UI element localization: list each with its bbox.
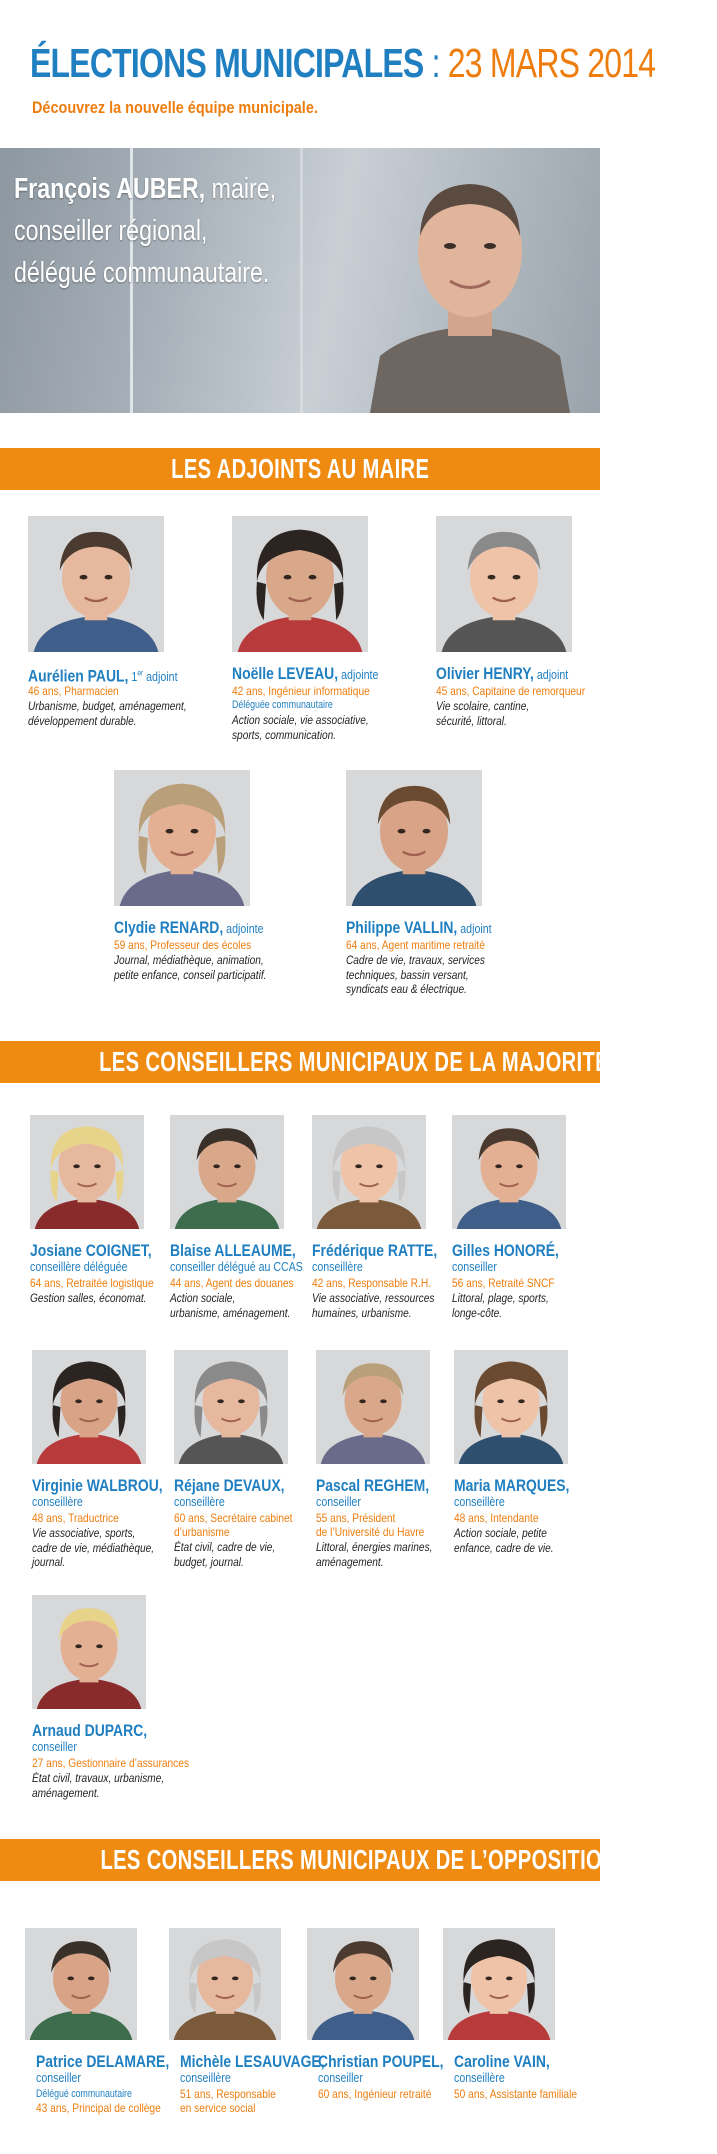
person-delegations (114, 954, 266, 983)
person-name-text: Josiane COIGNET, (30, 1241, 152, 1260)
person-age-job: 44 ans, Agent des douanes (170, 1276, 294, 1290)
delegation-line: aménagement. (316, 1556, 384, 1569)
delegation-line: Journal, médiathèque, animation, (114, 955, 264, 967)
person-name (32, 1721, 147, 1740)
portrait-photo (28, 516, 164, 652)
portrait-photo (454, 1928, 544, 2040)
person-role: conseiller (318, 2071, 363, 2085)
person-age-job: 27 ans, Gestionnaire d’assurances (32, 1756, 190, 1770)
person-role: conseillère (454, 1495, 505, 1509)
person-name (36, 2052, 169, 2071)
person-delegations (452, 1292, 549, 1321)
person-name-text: Arnaud DUPARC, (32, 1721, 148, 1740)
person-age-job: 43 ans, Principal de collège (36, 2101, 161, 2115)
delegation-line: urbanisme, aménagement. (170, 1307, 291, 1320)
role-suffix: adjoint (143, 669, 178, 685)
person-age-job: 51 ans, Responsable (180, 2087, 276, 2101)
person-name-text: Noëlle LEVEAU, (232, 664, 339, 683)
delegation-line: journal. (32, 1557, 66, 1569)
mayor-role-line2: conseiller régional, (14, 215, 208, 247)
person-role: conseillère (454, 2071, 505, 2085)
person-role (457, 921, 491, 936)
person-name-text: Gilles HONORÉ, (452, 1241, 559, 1260)
delegation-line: syndicats eau & électrique. (346, 984, 467, 996)
delegation-line: budget, journal. (174, 1556, 244, 1569)
section-header-majorite: LES CONSEILLERS MUNICIPAUX DE LA MAJORITÉ (0, 1041, 600, 1083)
person-role (534, 667, 568, 682)
person-age-job: 64 ans, Agent maritime retraité (346, 938, 485, 952)
person-name (30, 1241, 152, 1260)
portrait-photo (316, 1350, 430, 1464)
delegation-line: État civil, cadre de vie, (174, 1542, 276, 1554)
portrait-photo (36, 1928, 126, 2040)
person-name (312, 1241, 437, 1260)
person-delegations (32, 1527, 154, 1571)
delegation-line: techniques, bassin versant, (346, 969, 469, 982)
person-age-job: 50 ans, Assistante familiale (454, 2087, 578, 2101)
section-header-opposition: LES CONSEILLERS MUNICIPAUX DE L’OPPOSITION (0, 1839, 600, 1881)
portrait-photo (452, 1115, 566, 1229)
delegation-line: humaines, urbanisme. (312, 1307, 412, 1320)
person-name-text: Maria MARQUES, (454, 1476, 570, 1495)
person-name (180, 2052, 325, 2071)
person-role: conseiller délégué au CCAS (170, 1260, 303, 1274)
person-role: conseiller (452, 1260, 497, 1274)
person-name-text: Caroline VAIN, (454, 2052, 550, 2071)
portrait-photo (174, 1350, 288, 1464)
background-mast (300, 148, 303, 413)
delegation-line: Gestion salles, économat. (30, 1293, 147, 1305)
delegation-line: Action sociale, petite (454, 1528, 547, 1540)
delegation-line: aménagement. (32, 1787, 100, 1800)
person-name-text: Patrice DELAMARE, (36, 2052, 170, 2071)
person-delegations (454, 1527, 554, 1556)
delegation-line: État civil, travaux, urbanisme, (32, 1773, 165, 1785)
person-role: conseiller (32, 1740, 77, 1754)
portrait-photo (32, 1350, 146, 1464)
person-name-text: Clydie RENARD, (114, 918, 224, 937)
person-name (316, 1476, 429, 1495)
person-name (436, 664, 568, 684)
person-delegations (170, 1292, 290, 1321)
person-delegations (28, 700, 187, 729)
title-main: ÉLECTIONS MUNICIPALES (30, 40, 424, 86)
person-role-text: adjoint (457, 921, 492, 936)
person-delegations (32, 1772, 164, 1801)
person-role (338, 667, 378, 682)
person-delegations (312, 1292, 434, 1321)
person-age-job: 56 ans, Retraité SNCF (452, 1276, 555, 1290)
person-role: conseillère (32, 1495, 83, 1509)
person-name (32, 1476, 163, 1495)
mayor-role-line3: délégué communautaire. (14, 257, 270, 289)
delegate-label: Délégué communautaire (36, 2088, 132, 2100)
delegate-label: Déléguée communautaire (232, 699, 333, 711)
subtitle: Découvrez la nouvelle équipe municipale. (32, 98, 318, 117)
person-delegations (30, 1292, 146, 1307)
person-delegations (232, 714, 369, 743)
mayor-photo (370, 156, 570, 413)
person-name-text: Christian POUPEL, (318, 2052, 444, 2071)
person-age-job: 46 ans, Pharmacien (28, 684, 119, 698)
person-age-job: 42 ans, Ingénieur informatique (232, 684, 370, 698)
portrait-photo (454, 1350, 568, 1464)
mayor-banner (0, 148, 600, 413)
delegation-line: sports, communication. (232, 729, 337, 742)
delegation-line: Urbanisme, budget, aménagement, (28, 701, 187, 713)
person-name-text: Réjane DEVAUX, (174, 1476, 285, 1495)
person-delegations (436, 700, 529, 729)
person-age-job: 48 ans, Traductrice (32, 1511, 119, 1525)
person-name-text: Pascal REGHEM, (316, 1476, 430, 1495)
person-age-job: 42 ans, Responsable R.H. (312, 1276, 432, 1290)
delegation-line: Action sociale, (170, 1293, 236, 1305)
person-role: conseiller (316, 1495, 361, 1509)
portrait-photo (312, 1115, 426, 1229)
person-role: conseillère (180, 2071, 231, 2085)
person-name-text: Blaise ALLEAUME, (170, 1241, 296, 1260)
portrait-photo (114, 770, 250, 906)
page-title (30, 40, 655, 87)
person-name (452, 1241, 559, 1260)
delegation-line: Vie associative, sports, (32, 1528, 136, 1540)
person-age-job: 48 ans, Intendante (454, 1511, 539, 1525)
portrait-photo (32, 1595, 146, 1709)
delegation-line: Cadre de vie, travaux, services (346, 955, 485, 967)
person-age-job-line2: en service social (180, 2101, 256, 2115)
person-name (114, 918, 264, 938)
person-name-text: Virginie WALBROU, (32, 1476, 163, 1495)
delegation-line: Littoral, plage, sports, (452, 1293, 549, 1305)
delegation-line: longe-côte. (452, 1307, 503, 1320)
delegation-line: Littoral, énergies marines, (316, 1542, 433, 1554)
portrait-photo (318, 1928, 408, 2040)
delegation-line: Vie associative, ressources (312, 1293, 435, 1305)
person-role: conseillère déléguée (30, 1260, 128, 1274)
delegation-line: sécurité, littoral. (436, 715, 507, 728)
person-age-job-line2: de l’Université du Havre (316, 1525, 425, 1539)
person-role-text: adjoint (533, 667, 569, 682)
mayor-caption (14, 168, 276, 294)
person-role: conseillère (174, 1495, 225, 1509)
portrait-photo (232, 516, 368, 652)
person-delegations (174, 1541, 275, 1570)
person-role-text: adjointe (338, 667, 379, 682)
person-name (28, 664, 178, 686)
person-name (318, 2052, 443, 2071)
person-delegations (316, 1541, 432, 1570)
person-name-text: Aurélien PAUL, (28, 666, 129, 686)
person-name-text: Michèle LESAUVAGE, (180, 2052, 325, 2071)
delegation-line: Vie scolaire, cantine, (436, 701, 530, 713)
person-name (454, 1476, 569, 1495)
person-age-job: 60 ans, Ingénieur retraité (318, 2087, 432, 2101)
person-age-job: 60 ans, Secrétaire cabinet (174, 1511, 293, 1525)
delegation-line: petite enfance, conseil participatif. (114, 969, 267, 982)
person-name-text: Frédérique RATTE, (312, 1241, 438, 1260)
person-role-text: 1 (128, 669, 138, 685)
person-name (454, 2052, 550, 2071)
person-age-job-line2: d’urbanisme (174, 1525, 230, 1539)
person-role-text: adjointe (223, 921, 264, 936)
section-header-adjoints: LES ADJOINTS AU MAIRE (0, 448, 600, 490)
person-delegations (346, 954, 485, 998)
person-role (128, 669, 177, 684)
person-age-job: 55 ans, Président (316, 1511, 396, 1525)
title-date: 23 MARS 2014 (447, 40, 656, 86)
title-separator: : (423, 40, 448, 86)
person-role (223, 921, 263, 936)
person-age-job: 59 ans, Professeur des écoles (114, 938, 252, 952)
person-name (346, 918, 492, 938)
portrait-photo (30, 1115, 144, 1229)
portrait-photo (436, 516, 572, 652)
portrait-photo (170, 1115, 284, 1229)
portrait-photo (346, 770, 482, 906)
mayor-role: maire, (205, 173, 277, 205)
person-name (232, 664, 378, 684)
delegation-line: Action sociale, vie associative, (232, 715, 369, 727)
person-role: conseillère (312, 1260, 363, 1274)
person-name (170, 1241, 296, 1260)
mayor-last-name: AUBER, (116, 173, 206, 205)
person-name-text: Philippe VALLIN, (346, 918, 458, 937)
portrait-photo (180, 1928, 270, 2040)
person-age-job: 45 ans, Capitaine de remorqueur (436, 684, 586, 698)
delegation-line: développement durable. (28, 715, 137, 728)
role-superscript: er (137, 669, 144, 678)
person-age-job: 64 ans, Retraitée logistique (30, 1276, 154, 1290)
mayor-first-name: François (14, 173, 117, 205)
person-name-text: Olivier HENRY, (436, 664, 534, 683)
person-name (174, 1476, 285, 1495)
person-role: conseiller (36, 2071, 81, 2085)
delegation-line: enfance, cadre de vie. (454, 1542, 554, 1555)
delegation-line: cadre de vie, médiathèque, (32, 1542, 155, 1555)
